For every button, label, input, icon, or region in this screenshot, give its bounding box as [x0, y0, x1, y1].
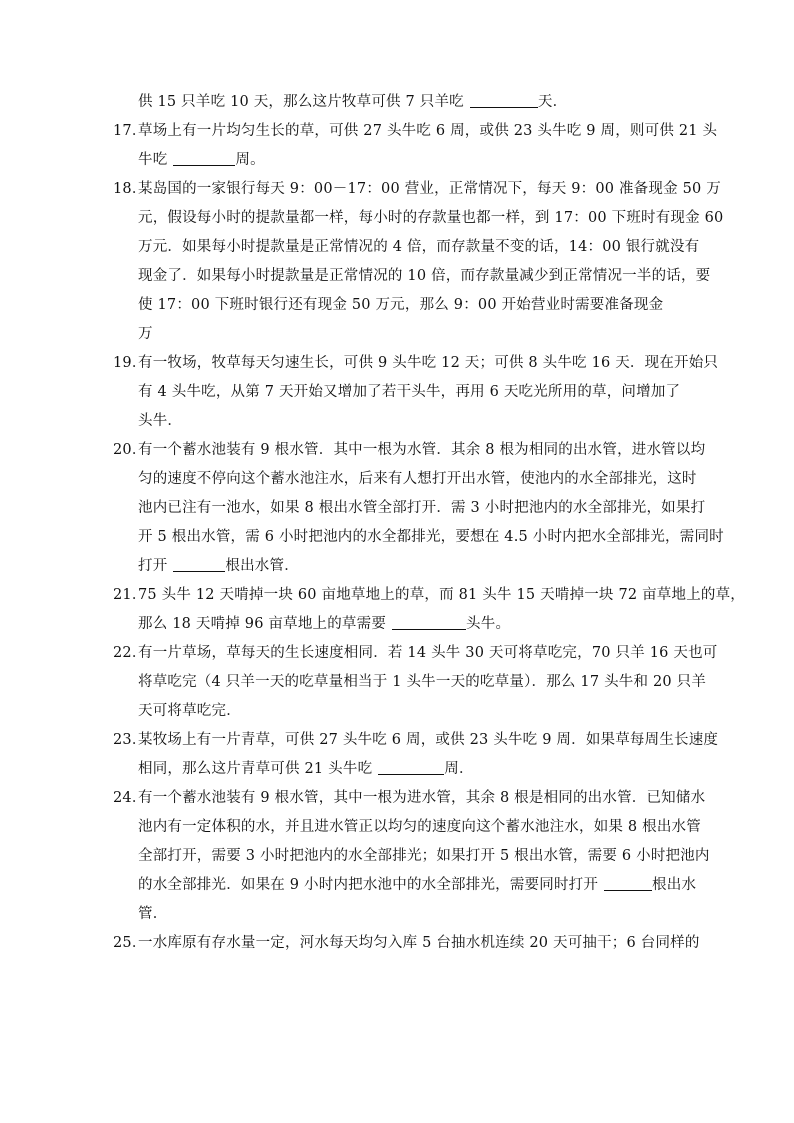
problem-text: 匀的速度不停向这个蓄水池注水，后来有人想打开出水管，使池内的水全部排光，这时 — [138, 471, 697, 487]
problem-text: 75 头牛 12 天啃掉一块 60 亩地草地上的草，而 81 头牛 15 天啃掉一块 72 亩草地上的草， — [138, 587, 746, 603]
problem-number: 18． — [113, 181, 147, 197]
problem-text: 那么 18 天啃掉 96 亩草地上的草需要 — [138, 616, 387, 632]
problem-text-after-blank: 周． — [444, 761, 474, 777]
problem-text: 牛吃 — [138, 152, 168, 168]
problem-text: 开 5 根出水管，需 6 小时把池内的水全都排光，要想在 4.5 小时内把水全部排光，需同时 — [138, 529, 724, 545]
problem-line — [0, 494, 794, 523]
problem-text: 管． — [138, 906, 168, 922]
problem-text: 的水全部排光．如果在 9 小时内把水池中的水全部排光，需要同时打开 — [138, 877, 599, 893]
problem-line — [0, 842, 794, 871]
problem-text: 有一个蓄水池装有 9 根水管．其中一根为水管．其余 8 根为相同的出水管，进水管以均 — [138, 442, 706, 458]
problem-line — [0, 146, 794, 175]
problem-line — [0, 204, 794, 233]
problem-item — [0, 175, 794, 349]
problem-text: 万元．如果每小时提款量是正常情况的 4 倍，而存款量不变的话，14：00 银行就没有 — [138, 239, 700, 255]
problem-line — [0, 88, 794, 117]
problem-item — [0, 639, 794, 726]
problem-number: 24． — [113, 790, 147, 806]
problem-text: 某岛国的一家银行每天 9：00－17：00 营业，正常情况下，每天 9：00 准备现金 50 万 — [138, 181, 721, 197]
problem-text: 元，假设每小时的提款量都一样，每小时的存款量也都一样，到 17：00 下班时有现金 60 — [138, 210, 724, 226]
problem-text-after-blank: 天． — [537, 94, 568, 110]
problem-text-after-blank: 根出水 — [652, 877, 697, 893]
problem-number: 21． — [113, 587, 147, 603]
problem-text: 天可将草吃完． — [138, 703, 241, 719]
problem-text: 供 15 只羊吃 10 天，那么这片牧草可供 7 只羊吃 — [138, 94, 464, 110]
problem-item — [0, 726, 794, 784]
problem-item — [0, 436, 794, 581]
problem-text: 万 — [138, 326, 153, 342]
problem-line — [0, 262, 794, 291]
answer-blank[interactable] — [392, 613, 466, 630]
problem-line — [0, 349, 794, 378]
problem-number: 17． — [113, 123, 147, 139]
problem-line — [0, 610, 794, 639]
problem-number: 22． — [113, 645, 147, 661]
problem-line — [0, 233, 794, 262]
problem-line — [0, 581, 794, 610]
problem-line — [0, 436, 794, 465]
problem-line — [0, 813, 794, 842]
problem-line — [0, 871, 794, 900]
problem-text: 有一个蓄水池装有 9 根水管，其中一根为进水管，其余 8 根是相同的出水管．已知储水 — [138, 790, 706, 806]
problem-line — [0, 929, 794, 958]
problem-number: 23． — [113, 732, 147, 748]
problem-text-after-blank: 根出水管． — [225, 558, 299, 574]
problem-line — [0, 552, 794, 581]
problem-item — [0, 784, 794, 929]
problem-list — [0, 88, 794, 958]
problem-line — [0, 465, 794, 494]
problem-line — [0, 407, 794, 436]
problem-text: 使 17：00 下班时银行还有现金 50 万元，那么 9：00 开始营业时需要准备现金 — [138, 297, 664, 313]
problem-number: 20． — [113, 442, 147, 458]
problem-line — [0, 697, 794, 726]
problem-text: 将草吃完（4 只羊一天的吃草量相当于 1 头牛一天的吃草量）．那么 17 头牛和 20 只羊 — [138, 674, 707, 690]
problem-item — [0, 88, 794, 117]
answer-blank[interactable] — [604, 874, 652, 891]
problem-text: 头牛． — [138, 413, 183, 429]
problem-text: 某牧场上有一片青草，可供 27 头牛吃 6 周，或供 23 头牛吃 9 周．如果草每周生长速度 — [138, 732, 719, 748]
problem-line — [0, 320, 794, 349]
problem-line — [0, 900, 794, 929]
problem-text: 全部打开，需要 3 小时把池内的水全部排光；如果打开 5 根出水管，需要 6 小时把池内 — [138, 848, 710, 864]
problem-text: 池内已注有一池水，如果 8 根出水管全部打开．需 3 小时把池内的水全部排光，如果打 — [138, 500, 706, 516]
problem-item — [0, 117, 794, 175]
problem-number: 19． — [113, 355, 147, 371]
problem-line — [0, 523, 794, 552]
problem-text-after-blank: 头牛。 — [466, 616, 511, 632]
problem-text: 草场上有一片均匀生长的草，可供 27 头牛吃 6 周，或供 23 头牛吃 9 周，则可供 21 头 — [138, 123, 718, 139]
answer-blank[interactable] — [470, 91, 538, 108]
problem-line — [0, 668, 794, 697]
problem-text-after-blank: 周。 — [235, 152, 265, 168]
problem-item — [0, 929, 794, 958]
answer-blank[interactable] — [378, 758, 444, 775]
problem-text: 池内有一定体积的水，并且进水管正以均匀的速度向这个蓄水池注水，如果 8 根出水管 — [138, 819, 701, 835]
problem-item — [0, 581, 794, 639]
problem-item — [0, 349, 794, 436]
problem-text: 相同，那么这片青草可供 21 头牛吃 — [138, 761, 373, 777]
problem-line — [0, 726, 794, 755]
problem-line — [0, 755, 794, 784]
problem-line — [0, 291, 794, 320]
problem-text: 打开 — [138, 558, 168, 574]
problem-text: 一水库原有存水量一定，河水每天均匀入库 5 台抽水机连续 20 天可抽干；6 台同样的 — [138, 935, 700, 951]
problem-line — [0, 117, 794, 146]
problem-text: 有 4 头牛吃，从第 7 天开始又增加了若干头牛，再用 6 天吃光所用的草，问增加了 — [138, 384, 681, 400]
problem-text: 有一片草场，草每天的生长速度相同．若 14 头牛 30 天可将草吃完，70 只羊 16 天也可 — [138, 645, 718, 661]
problem-line — [0, 639, 794, 668]
answer-blank[interactable] — [173, 555, 225, 572]
problem-line — [0, 175, 794, 204]
problem-line — [0, 784, 794, 813]
problem-text: 现金了．如果每小时提款量是正常情况的 10 倍，而存款量减少到正常情况一半的话，要 — [138, 268, 711, 284]
problem-text: 有一牧场，牧草每天匀速生长，可供 9 头牛吃 12 天；可供 8 头牛吃 16 天．现在开始只 — [138, 355, 719, 371]
answer-blank[interactable] — [173, 149, 235, 166]
problem-number: 25． — [113, 935, 147, 951]
problem-line — [0, 378, 794, 407]
